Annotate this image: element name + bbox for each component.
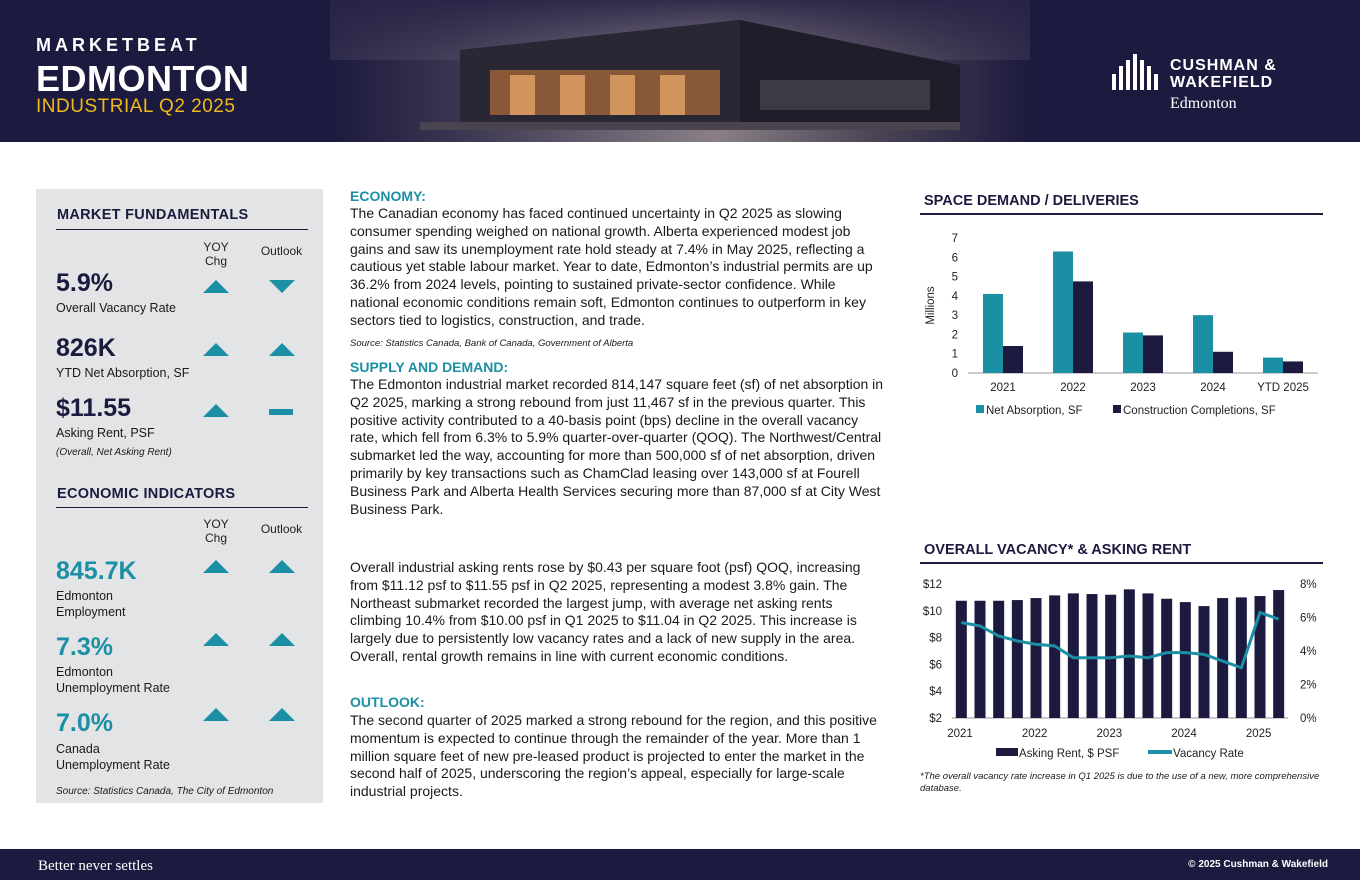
yoy-column-header: YOY Chg: [203, 240, 229, 268]
bar-asking-rent: [1161, 599, 1172, 718]
bar-net-absorption: [1263, 358, 1283, 373]
left-tick-label: $2: [929, 713, 942, 725]
bar-construction-completions: [1143, 335, 1163, 373]
y-tick-label: 6: [951, 252, 958, 265]
line-vacancy-rate: [961, 612, 1278, 667]
employment-label-2: Employment: [56, 605, 126, 619]
legend-label: Construction Completions, SF: [1123, 405, 1276, 417]
yoy-up-arrow-icon: [203, 280, 229, 293]
bar-asking-rent: [993, 601, 1004, 718]
edmonton-unemployment-label-1: Edmonton: [56, 665, 113, 679]
legend-label: Asking Rent, $ PSF: [1019, 748, 1120, 760]
bar-net-absorption: [1123, 333, 1143, 374]
bar-construction-completions: [1073, 281, 1093, 373]
employment-label-1: Edmonton: [56, 589, 113, 603]
space-demand-chart-title: SPACE DEMAND / DELIVERIES: [924, 193, 1139, 209]
bar-asking-rent: [1124, 589, 1135, 718]
asking-rent-value: $11.55: [56, 394, 132, 422]
x-tick-label: 2022: [1021, 728, 1048, 740]
y-tick-label: 0: [951, 368, 958, 380]
cushman-wakefield-logo-icon: [1110, 52, 1162, 90]
bar-construction-completions: [1283, 361, 1303, 373]
market-fundamentals-title: MARKET FUNDAMENTALS: [57, 207, 249, 223]
x-tick-label: 2024: [1171, 728, 1197, 740]
canada-unemployment-value: 7.0%: [56, 709, 113, 737]
y-axis-title: Millions: [925, 286, 937, 325]
net-absorption-label: YTD Net Absorption, SF: [56, 366, 190, 380]
x-tick-label: 2023: [1130, 382, 1156, 394]
yoy-column-header: YOY Chg: [203, 517, 229, 545]
left-tick-label: $6: [929, 659, 942, 672]
edmonton-unemployment-value: 7.3%: [56, 633, 113, 661]
canada-unemployment-label-1: Canada: [56, 742, 100, 756]
city-title: EDMONTON: [36, 58, 250, 99]
left-tick-label: $10: [922, 605, 942, 618]
employment-value: 845.7K: [56, 557, 137, 585]
legend-swatch: [1113, 405, 1121, 413]
brand-name-line1: CUSHMAN &: [1170, 57, 1277, 74]
header-banner: [0, 0, 1360, 142]
outlook-up-arrow-icon: [269, 708, 295, 721]
warehouse-image: [420, 10, 960, 130]
outlook-body: The second quarter of 2025 marked a strong rebound for the region, and this positive momentum is expected to continue through the remainder of the year. More than 1 million square feet of new pre-leased product is projected to enter the market in the second half of 2025, underscoring the region’s appeal, especially for large-scale industrial projects.: [350, 712, 877, 800]
bar-net-absorption: [1193, 315, 1213, 373]
yoy-up-arrow-icon: [203, 404, 229, 417]
x-tick-label: 2023: [1096, 728, 1123, 740]
y-tick-label: 5: [951, 271, 958, 284]
left-tick-label: $12: [922, 579, 942, 591]
footer-bar: [0, 849, 1360, 880]
outlook-column-header: Outlook: [260, 522, 303, 536]
vacancy-rent-chart: [912, 570, 1327, 766]
brand-name-line2: WAKEFIELD: [1170, 74, 1274, 91]
bar-asking-rent: [1012, 600, 1023, 718]
x-tick-label: 2021: [947, 728, 973, 740]
copyright-text: © 2025 Cushman & Wakefield: [1188, 859, 1328, 870]
bar-construction-completions: [1213, 352, 1233, 373]
bar-asking-rent: [1199, 606, 1210, 718]
outlook-up-arrow-icon: [269, 633, 295, 646]
vacancy-rate-label: Overall Vacancy Rate: [56, 301, 176, 315]
outlook-column-header: Outlook: [260, 244, 303, 258]
right-tick-label: 2%: [1300, 679, 1317, 692]
y-tick-label: 1: [951, 348, 958, 361]
legend-swatch: [976, 405, 984, 413]
y-tick-label: 3: [951, 310, 958, 323]
y-tick-label: 2: [951, 329, 958, 342]
x-tick-label: 2024: [1200, 382, 1226, 394]
left-tick-label: $8: [929, 632, 942, 645]
outlook-heading: OUTLOOK:: [350, 694, 425, 710]
bar-net-absorption: [1053, 252, 1073, 374]
legend-label: Vacancy Rate: [1173, 748, 1244, 760]
legend-swatch: [1148, 750, 1172, 754]
bar-asking-rent: [1217, 598, 1228, 718]
bar-asking-rent: [1273, 590, 1284, 718]
yoy-up-arrow-icon: [203, 633, 229, 646]
economy-body: The Canadian economy has faced continued uncertainty in Q2 2025 as slowing consumer spending weighed on national growth. Alberta experienced modest job gains and saw its unemployment rate hold steady at 7.4% in May 2025, reflecting a cautious yet stable labour market. Year to date, Edmonton’s industrial permits are up 36.2% from 2024 levels, pointing to sustained private-sector confidence. While national economic conditions remain soft, Edmonton continues to outperform in key sectors tied to logistics, construction, and trade.: [350, 205, 873, 328]
outlook-flat-dash-icon: [269, 409, 293, 415]
y-tick-label: 4: [951, 290, 958, 303]
fundamentals-panel: [36, 189, 323, 803]
supply-demand-body-2: Overall industrial asking rents rose by $0.43 per square foot (psf) QOQ, increasing from $11.12 psf to $11.55 psf in Q2 2025, representing a modest 3.8% gain. The Northeast submarket recorded the largest jump, with average net asking rents climbing 10.4% from $10.00 psf in Q1 2025 to $11.04 in Q2 2025. This increase is largely due to persistently low vacancy rates and a lack of new supply in the area. Overall, rental growth remains in line with current economic conditions.: [350, 559, 861, 664]
bar-asking-rent: [956, 601, 967, 718]
bar-asking-rent: [1049, 595, 1060, 718]
right-tick-label: 8%: [1300, 579, 1317, 591]
bar-asking-rent: [1180, 602, 1191, 718]
x-tick-label: 2025: [1245, 728, 1272, 740]
outlook-down-arrow-icon: [269, 280, 295, 293]
supply-demand-body-1: The Edmonton industrial market recorded 814,147 square feet (sf) of net absorption in Q2 2025, marking a strong rebound from just 11,467 sf in the previous quarter. This positive activity contributed to a 40-basis point (bps) decline in the overall vacancy rate, which fell from 6.3% to 5.9% quarter-over-quarter (QOQ). The Northwest/Central submarket led the way, accounting for more than 500,000 sf of net absorption, driven primarily by key transactions such as ChamClad leasing over 143,000 sf at Fourell Business Park and Alberta Health Services securing more than 87,000 sf at City West Business Park.: [350, 376, 884, 517]
x-tick-label: 2022: [1060, 382, 1086, 394]
legend-label: Net Absorption, SF: [986, 405, 1083, 417]
outlook-up-arrow-icon: [269, 560, 295, 573]
right-tick-label: 6%: [1300, 612, 1317, 625]
report-series-label: MARKETBEAT: [36, 35, 201, 55]
economy-source: Source: Statistics Canada, Bank of Canada, Government of Alberta: [350, 338, 634, 349]
x-tick-label: YTD 2025: [1257, 382, 1309, 394]
brand-slogan: Better never settles: [38, 858, 153, 874]
asking-rent-note: (Overall, Net Asking Rent): [56, 447, 172, 458]
bar-asking-rent: [1087, 594, 1098, 718]
report-subtitle: INDUSTRIAL Q2 2025: [36, 96, 236, 117]
hero-image: [330, 0, 1030, 142]
indicators-source: Source: Statistics Canada, The City of Edmonton: [56, 786, 274, 797]
vacancy-rate-value: 5.9%: [56, 269, 113, 297]
legend-swatch: [996, 748, 1018, 756]
yoy-up-arrow-icon: [203, 560, 229, 573]
yoy-up-arrow-icon: [203, 343, 229, 356]
bar-construction-completions: [1003, 346, 1023, 373]
supply-demand-heading: SUPPLY AND DEMAND:: [350, 359, 509, 375]
net-absorption-value: 826K: [56, 334, 116, 362]
asking-rent-label: Asking Rent, PSF: [56, 426, 155, 440]
economic-indicators-title: ECONOMIC INDICATORS: [57, 486, 236, 502]
vacancy-rent-chart-title: OVERALL VACANCY* & ASKING RENT: [924, 542, 1192, 558]
left-tick-label: $4: [929, 686, 942, 699]
economy-heading: ECONOMY:: [350, 188, 426, 204]
y-tick-label: 7: [951, 233, 958, 245]
yoy-up-arrow-icon: [203, 708, 229, 721]
outlook-up-arrow-icon: [269, 343, 295, 356]
vacancy-footnote: *The overall vacancy rate increase in Q1 2025 is due to the use of a new, more comprehensive database.: [920, 771, 1320, 794]
brand-office: Edmonton: [1170, 95, 1237, 112]
x-tick-label: 2021: [990, 382, 1016, 394]
bar-net-absorption: [983, 294, 1003, 373]
right-tick-label: 4%: [1300, 646, 1317, 658]
bar-asking-rent: [975, 601, 986, 718]
edmonton-unemployment-label-2: Unemployment Rate: [56, 681, 170, 695]
canada-unemployment-label-2: Unemployment Rate: [56, 758, 170, 772]
space-demand-chart: [920, 222, 1323, 424]
bar-asking-rent: [1031, 598, 1042, 718]
right-tick-label: 0%: [1300, 713, 1317, 725]
